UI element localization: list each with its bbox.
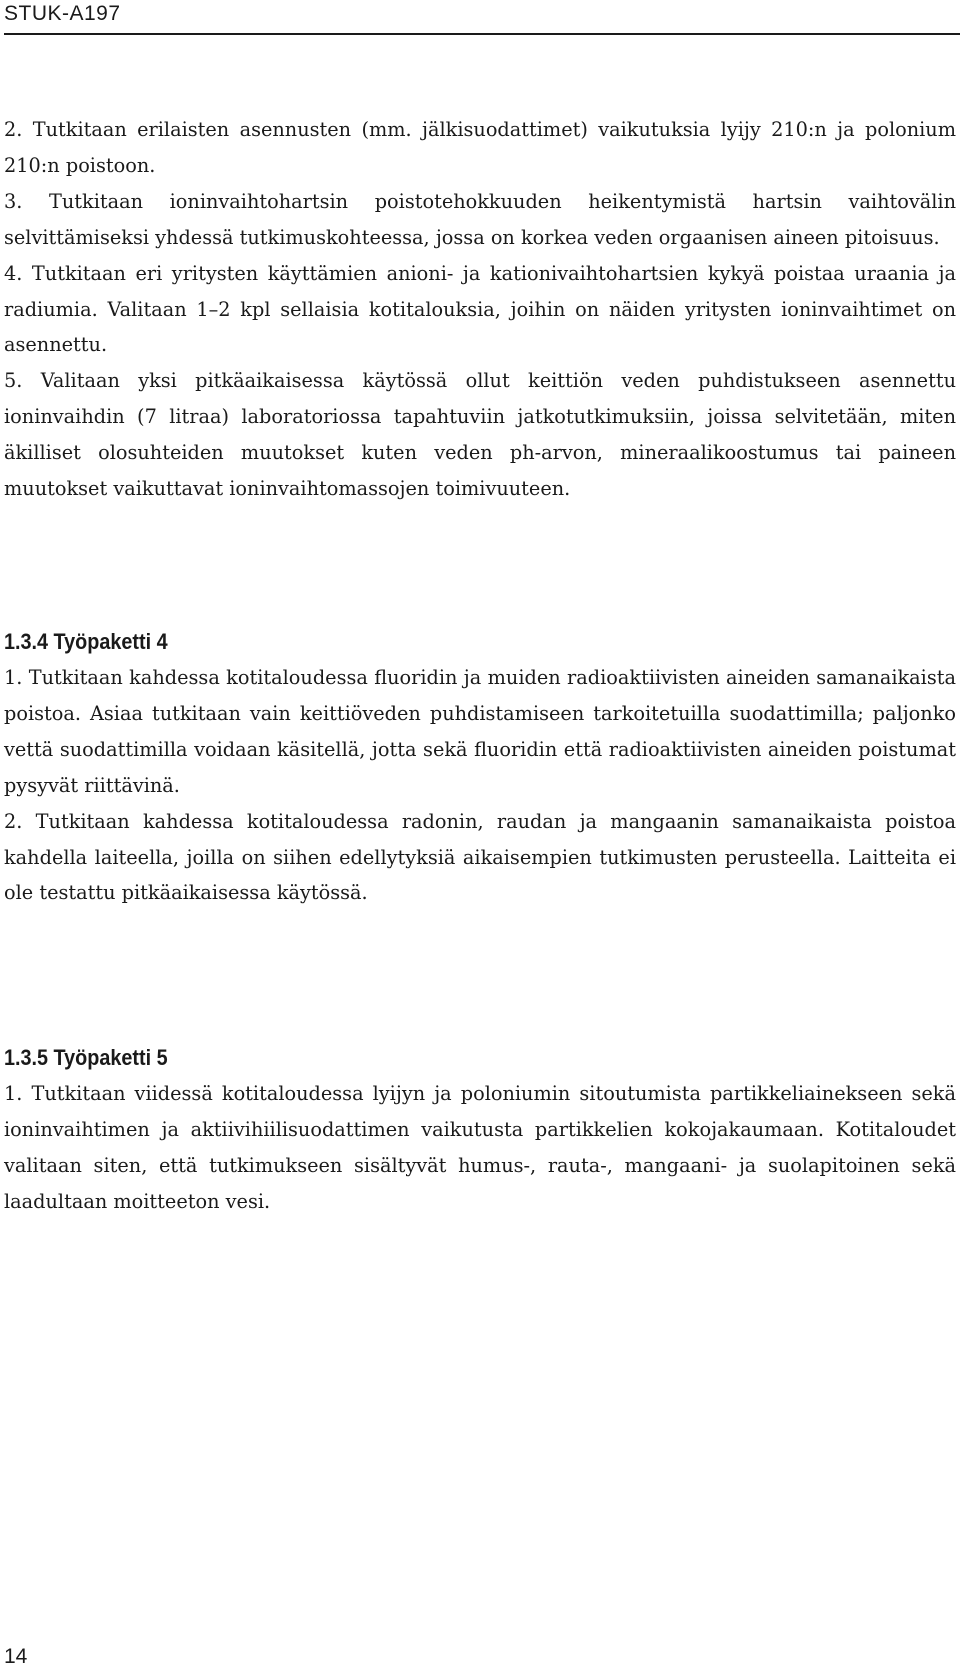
list-item: 2. Tutkitaan kahdessa kotitaloudessa radonin, raudan ja mangaanin samanaikaista poistoa kahdella laiteella, joilla on siihen edellytyksiä aikaisempien tutkimusten perusteella. Laitteita ei ole testattu pitkäaikaisessa käytössä. xyxy=(4,809,956,905)
intro-list xyxy=(4,112,956,507)
list-item: 3. Tutkitaan ioninvaihtohartsin poistotehokkuuden heikentymistä hartsin vaihtovälin selvittämiseksi yhdessä tutkimuskohteessa, jossa on korkea veden orgaanisen aineen pitoisuus. xyxy=(4,189,956,249)
list-item: 5. Valitaan yksi pitkäaikaisessa käytössä ollut keittiön veden puhdistukseen asennettu ioninvaihdin (7 litraa) laboratoriossa tapahtuviin jatkotutkimuksiin, joissa selvitetään, miten äkilliset olosuhteiden muutokset kuten veden ph-arvon, mineraalikoostumus tai paineen muutokset vaikuttavat ioninvaihtomassojen toimivuuteen. xyxy=(4,369,956,501)
section-heading-wp5: 1.3.5 Työpaketti 5 xyxy=(4,1045,168,1070)
list-item: 4. Tutkitaan eri yritysten käyttämien anioni- ja kationivaihtohartsien kykyä poistaa uraania ja radiumia. Valitaan 1–2 kpl sellaisia kotitalouksia, joihin on näiden yritysten ioninvaihtimet on asennettu. xyxy=(4,261,956,357)
running-title: STUK-A197 xyxy=(4,2,121,25)
wp5-list xyxy=(4,1076,956,1220)
header-rule xyxy=(4,33,960,35)
list-item: 2. Tutkitaan erilaisten asennusten (mm. jälkisuodattimet) vaikutuksia lyijy 210:n ja polonium 210:n poistoon. xyxy=(4,118,956,177)
section-heading-wp4: 1.3.4 Työpaketti 4 xyxy=(4,629,168,654)
page-number: 14 xyxy=(4,1645,28,1668)
list-item: 1. Tutkitaan viidessä kotitaloudessa lyijyn ja poloniumin sitoutumista partikkeliainekseen sekä ioninvaihtimen ja aktiivihiilisuodattimen vaikutusta partikkelien kokojakaumaan. Kotitaloudet valitaan siten, että tutkimukseen sisältyvät humus-, rauta-, mangaani- ja suolapitoinen sekä laadultaan moitteeton vesi. xyxy=(4,1082,956,1213)
list-item: 1. Tutkitaan kahdessa kotitaloudessa fluoridin ja muiden radioaktiivisten aineiden samanaikaista poistoa. Asiaa tutkitaan vain keittiöveden puhdistamiseen tarkoitetuilla suodattimilla; paljonko vettä suodattimilla voidaan käsitellä, jotta sekä fluoridin että radioaktiivisten aineiden poistumat pysyvät riittävinä. xyxy=(4,666,956,797)
wp4-list xyxy=(4,660,956,911)
